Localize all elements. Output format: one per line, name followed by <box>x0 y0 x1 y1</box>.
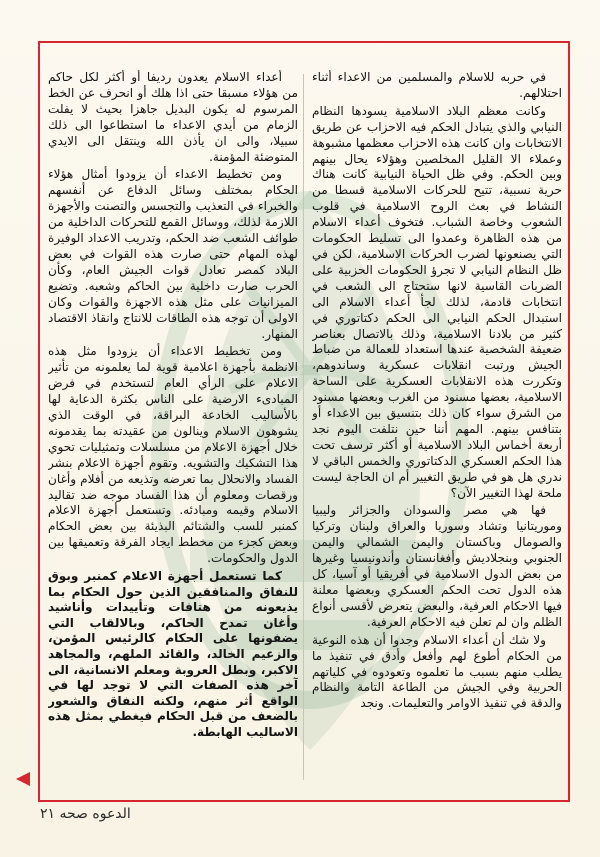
page-footer: الدعوه صحه ٢١ <box>40 806 131 822</box>
bold-paragraph: كما تستعمل أجهزة الاعلام كمنبر وبوق للنفاق والمنافقين الذين حول الحكام بما يذيعونه من هتافات وتأييدات وأناشيد وأغان تمدح الحاكم، وبالالقاب التي يضفونها على الحكام كالرئيس المؤمن، والزعيم الخالد، والقائد الملهم، والمجاهد الاكبر، وبطل العروبة ومعلم الانسانية، الى آخر هذه الصفات التي لا توجد لها في الواقع أثر منهم، ولكنه النفاق والشعور بالضعف من قبل الحكام فيغطي بمثل هذه الاساليب الهابطة. <box>48 569 298 740</box>
paragraph: ومن تخطيط الاعداء أن يزودوا مثل هذه الانظمة بأجهزة اعلامية قوية لما يعلمونه من تأثير الاعلام على الرأي العام لتستخدم في فرض المبادىء الارضية على الناس بكثرة الدعاية لها بالأساليب الخادعة البراقة، في الوقت الذي يشوهون الاسلام وينالون من عقيدته بما يقدمونه خلال أجهزة الاعلام من مسلسلات وتمثيليات تحوي هذا التشكيك والتشويه. وتقوم أجهزة الاعلام بنشر الفساد والانحلال بما تعرضه وتذيعه من أفلام وأغان ورقصات ومعلوم أن هذا الفساد موجه ضد تقاليد الاسلام وقيمه ومبادئه. وتستعمل أجهزة الاعلام كمنبر للسب والشتائم البذيئة بين بعض الحكام وبعض كجزء من مخطط ايجاد الفرقة وتعميقها بين الدول والحكومات. <box>48 344 298 566</box>
paragraph: أعداء الاسلام يعدون رديفا أو أكثر لكل حاكم من هؤلاء مسبقا حتى اذا هلك أو انحرف عن الخط المرسوم له يكون البديل جاهزا بحيث لا يفلت الزمام من أيدي الاعداء ما استطاعوا الى ذلك سبيلا، والى ان يأذن الله وينتقل الى الايدي المتوضئة المؤمنة. <box>48 70 298 164</box>
paragraph: ومن تخطيط الاعداء أن يزودوا أمثال هؤلاء الحكام بمختلف وسائل الدفاع عن أنفسهم والخبراء في التعذيب والتجسس والتصنت والأجهزة اللازمة لذلك، ووسائل القمع للتحركات الداخلية من طوائف الشعب ضد الحكم، وتدريب الاعداد الوفيرة لهذه المهام حتى صارت هذه القوات في بعض البلاد كمصر تعادل قوات الجيش العام، وكأن الحرب صارت داخلية بين الحاكم وشعبه. وتضيع الميزانيات على مثل هذه الاجهزة والقوات وكان الاولى أن توجه هذه الطاقات للانتاج وانقاذ الاقتصاد المنهار. <box>48 167 298 341</box>
paragraph: وكانت معظم البلاد الاسلامية يسودها النظام النيابي والذي يتبادل الحكم فيه الاحزاب عن طريق الانتخابات وان كانت هذه الاحزاب معظمها مشبوهة وعملاء الا القليل المخلصين وهؤلاء يحال بينهم وبين الحكم. وفي ظل الحياة النيابية كانت هناك حرية نسبية، تتيح للحركات الاسلامية قسطا من النشاط في بعث الروح الاسلامية في قلوب الشعوب وخاصة الشباب. فتخوف أعداء الاسلام من هذه الظاهرة وعمدوا الى تسليط الحكومات التي يصنعونها لضرب الحركات الاسلامية، لكن في ظل النظام النيابي لا تجرؤ الحكومات الحزبية على الضربات القاسية لانها ستحتاج الى الشعب في انتخابات قادمة، لذلك لجأ أعداء الاسلام الى استبدال الحكم النيابي الى الحكم دكتاتوري في كثير من بلادنا الاسلامية، وذلك بالاتصال بعناصر ضعيفة الشخصية عندها استعداد للعمالة من ضباط الجيش ورتبت انقلابات عسكرية وساندوهم، وتكررت هذه الانقلابات العسكرية على الساحة الاسلامية، بعضها مسنود من الغرب وبعضها مسنود من الشرق سواء كان ذلك بتنسيق بين الاعداء أو بتنافس بينهم. المهم أننا حين نتلفت اليوم نجد أربعة أخماس البلاد الاسلامية أو أكثر ترسف تحت هذا الحكم العسكري الدكتاتوري والخمس الباقي لا ندري هل هو في طريق التغيير أم ان الحاجة ليست ملحة لهذا التغيير الآن؟ <box>312 103 562 500</box>
paragraph: في حربه للاسلام والمسلمين من الاعداء أثناء احتلالهم. <box>312 70 562 100</box>
frame-right-line <box>568 41 570 801</box>
paragraph: ولا شك أن أعداء الاسلام وجدوا أن هذه النوعية من الحكام أطوع لهم وأفعل وأدق في تنفيذ ما يطلب منهم بسبب ما تعلموه وتعودوه في كلياتهم الحربية وفي الجيش من الطاعة التامة والنظام والدقة في تنفيذ الاوامر والتعليمات. ونجد <box>312 632 562 711</box>
right-column <box>312 70 562 785</box>
left-column <box>48 70 298 785</box>
frame-top-line <box>38 41 570 43</box>
red-triangle-left-icon <box>16 772 30 786</box>
column-divider <box>303 74 304 780</box>
frame-bottom-line <box>38 800 570 802</box>
frame-left-line <box>38 41 40 801</box>
paragraph: فها هي مصر والسودان والجزائر وليبيا وموريتانيا وتشاد وسوريا والعراق ولبنان وتركيا والصومال وباكستان واليمن الشمالي واليمن الجنوبي وبنجلاديش وأفغانستان وأندونيسيا وغيرها من بعض الدول الاسلامية في أفريقيا أو آسيا، كل هذه الدول تحت الحكم العسكري وبعضها معلنة فيها الاحكام العرفية، والبعض يتعرض لأقسى أنواع الظلم وان لم تعلن فيه الاحكام العرفية. <box>312 503 562 629</box>
